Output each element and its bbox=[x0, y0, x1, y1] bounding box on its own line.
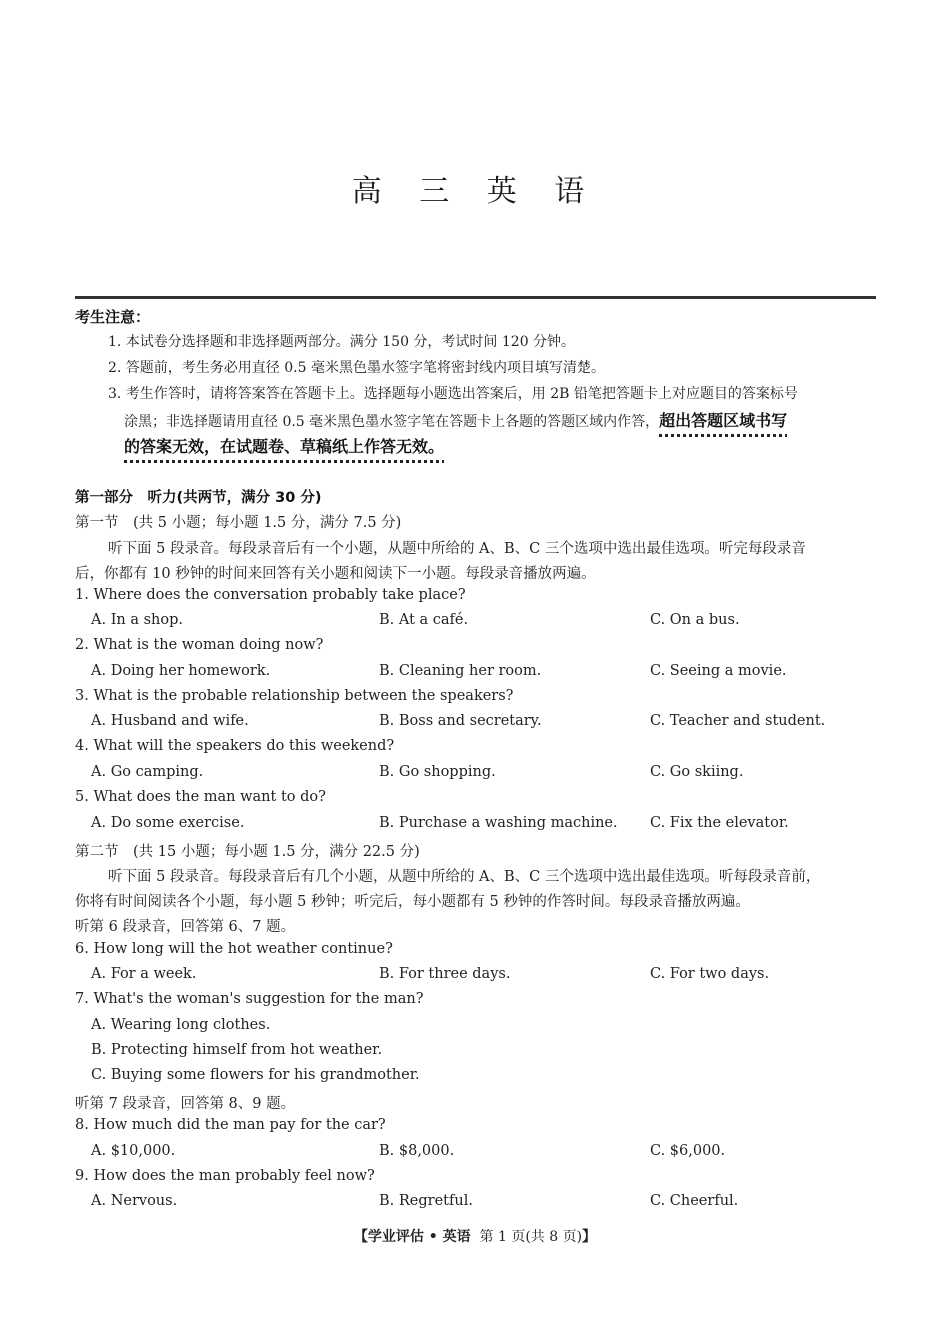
question-9-stem: 9. How does the man probably feel now? bbox=[75, 1168, 375, 1184]
question-1-option-c: C. On a bus. bbox=[650, 612, 740, 628]
question-6-option-a: A. For a week. bbox=[91, 966, 197, 982]
question-7-option-b: B. Protecting himself from hot weather. bbox=[91, 1042, 383, 1058]
question-9-option-c: C. Cheerful. bbox=[650, 1193, 739, 1209]
question-7-option-a: A. Wearing long clothes. bbox=[91, 1017, 271, 1033]
question-3-option-a: A. Husband and wife. bbox=[91, 713, 249, 729]
footer-right-bracket: 】 bbox=[582, 1229, 597, 1245]
question-7-option-c: C. Buying some flowers for his grandmother. bbox=[91, 1067, 420, 1083]
part1-heading: 第一部分 听力(共两节，满分 30 分) bbox=[75, 490, 322, 506]
question-6-stem: 6. How long will the hot weather continue? bbox=[75, 941, 393, 957]
notice-item-2: 2. 答题前，考生务必用直径 0.5 毫米黑色墨水签字笔将密封线内项目填写清楚。 bbox=[108, 360, 605, 376]
question-6-option-c: C. For two days. bbox=[650, 966, 770, 982]
section2-heading: 第二节 (共 15 小题；每小题 1.5 分，满分 22.5 分) bbox=[75, 844, 420, 860]
question-5-option-a: A. Do some exercise. bbox=[91, 815, 245, 831]
question-5-option-c: C. Fix the elevator. bbox=[650, 815, 789, 831]
question-1-option-b: B. At a café. bbox=[379, 612, 469, 628]
question-3-option-c: C. Teacher and student. bbox=[650, 713, 826, 729]
question-2-option-a: A. Doing her homework. bbox=[91, 663, 271, 679]
page-footer bbox=[0, 1226, 950, 1246]
question-1-option-a: A. In a shop. bbox=[91, 612, 184, 628]
page-title: 高 三 英 语 bbox=[351, 174, 599, 209]
question-4-option-b: B. Go shopping. bbox=[379, 764, 496, 780]
question-7-stem: 7. What's the woman's suggestion for the man? bbox=[75, 991, 424, 1007]
question-4-stem: 4. What will the speakers do this weekend? bbox=[75, 738, 395, 754]
question-8-stem: 8. How much did the man pay for the car? bbox=[75, 1117, 386, 1133]
notice-heading: 考生注意： bbox=[75, 308, 151, 326]
question-2-option-c: C. Seeing a movie. bbox=[650, 663, 787, 679]
section1-heading: 第一节 (共 5 小题；每小题 1.5 分，满分 7.5 分) bbox=[75, 515, 402, 531]
footer-page-number: 第 1 页(共 8 页) bbox=[479, 1229, 583, 1245]
audio-6-instruction: 听第 6 段录音，回答第 6、7 题。 bbox=[75, 919, 296, 935]
audio-7-instruction: 听第 7 段录音，回答第 8、9 题。 bbox=[75, 1096, 296, 1112]
notice-item-3-line3 bbox=[124, 434, 444, 457]
notice-item-3-line2 bbox=[124, 408, 787, 431]
notice-emphasis-2: 的答案无效，在试题卷、草稿纸上作答无效。 bbox=[124, 437, 445, 456]
footer-brand: 学业评估 • 英语 bbox=[367, 1229, 471, 1245]
section2-instructions-line1: 听下面 5 段录音。每段录音后有几个小题，从题中所给的 A、B、C 三个选项中选出最佳选项。听每段录音前， bbox=[108, 869, 821, 885]
footer-left-bracket: 【 bbox=[353, 1229, 368, 1245]
notice-item-3-plain: 涂黑；非选择题请用直径 0.5 毫米黑色墨水签字笔在答题卡上各题的答题区域内作答， bbox=[124, 414, 660, 430]
question-9-option-b: B. Regretful. bbox=[379, 1193, 473, 1209]
question-4-option-a: A. Go camping. bbox=[91, 764, 204, 780]
question-5-stem: 5. What does the man want to do? bbox=[75, 789, 326, 805]
notice-item-1: 1. 本试卷分选择题和非选择题两部分。满分 150 分，考试时间 120 分钟。 bbox=[108, 334, 576, 350]
section2-instructions-line2: 你将有时间阅读各个小题，每小题 5 秒钟；听完后，每小题都有 5 秒钟的作答时间。每段录音播放两遍。 bbox=[75, 894, 750, 910]
question-2-stem: 2. What is the woman doing now? bbox=[75, 637, 324, 653]
question-8-option-b: B. $8,000. bbox=[379, 1143, 455, 1159]
notice-item-3: 3. 考生作答时，请将答案答在答题卡上。选择题每小题选出答案后，用 2B 铅笔把答题卡上对应题目的答案标号 bbox=[108, 386, 798, 402]
question-5-option-b: B. Purchase a washing machine. bbox=[379, 815, 618, 831]
question-6-option-b: B. For three days. bbox=[379, 966, 511, 982]
question-9-option-a: A. Nervous. bbox=[91, 1193, 178, 1209]
question-2-option-b: B. Cleaning her room. bbox=[379, 663, 542, 679]
section1-instructions-line2: 后，你都有 10 秒钟的时间来回答有关小题和阅读下一小题。每段录音播放两遍。 bbox=[75, 566, 596, 582]
question-4-option-c: C. Go skiing. bbox=[650, 764, 744, 780]
section1-instructions-line1: 听下面 5 段录音。每段录音后有一个小题，从题中所给的 A、B、C 三个选项中选出最佳选项。听完每段录音 bbox=[108, 541, 806, 557]
question-8-option-a: A. $10,000. bbox=[91, 1143, 176, 1159]
notice-emphasis-1: 超出答题区域书写 bbox=[659, 411, 788, 430]
question-3-stem: 3. What is the probable relationship between the speakers? bbox=[75, 688, 514, 704]
header-divider bbox=[75, 296, 876, 299]
question-1-stem: 1. Where does the conversation probably take place? bbox=[75, 587, 466, 603]
question-8-option-c: C. $6,000. bbox=[650, 1143, 726, 1159]
question-3-option-b: B. Boss and secretary. bbox=[379, 713, 542, 729]
